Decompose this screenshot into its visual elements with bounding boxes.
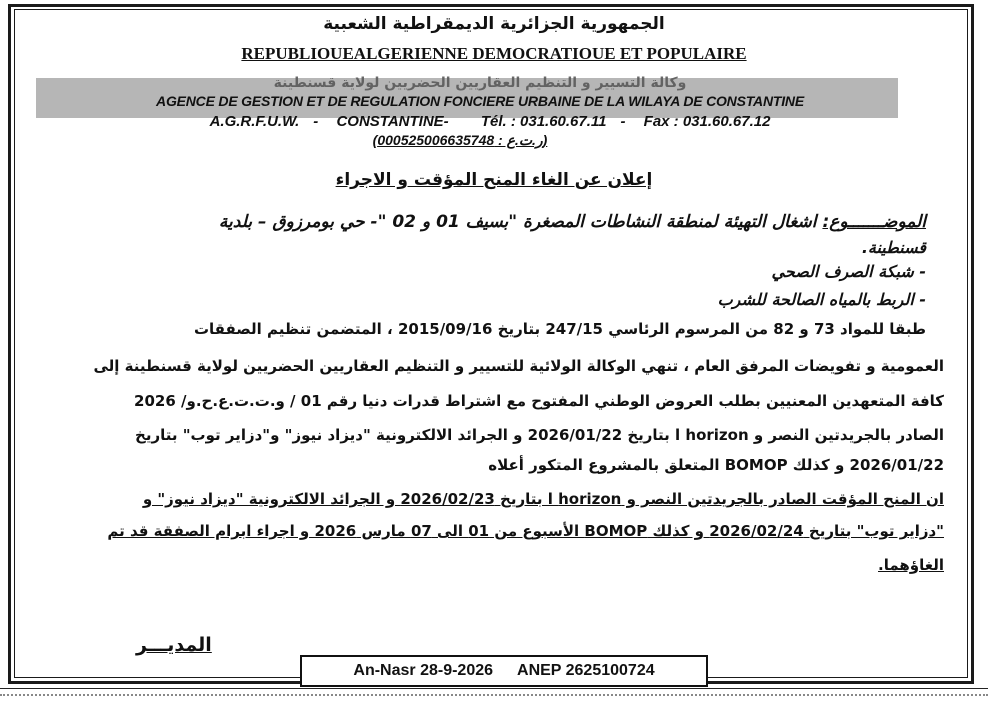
anep-reference: ANEP 2625100724 <box>517 662 655 679</box>
object-line <box>219 212 926 232</box>
body-paragraph-line: كافة المتعهدين المعنيين بطلب العروض الوطني المفتوح مع اشتراط قدرات دنيا رقم 01 / و.ت.ت.ع.ح.و/ 2026 <box>134 392 944 410</box>
object-text: اشغال التهيئة لمنطقة النشاطات المصغرة "بسيف 01 و 02 "- حي بومرزوق – بلدية <box>218 212 817 232</box>
agency-contact-line: A.G.R.F.U.W. - CONSTANTINE- Tél. : 031.60.67.11 - Fax : 031.60.67.12 <box>209 113 771 130</box>
publication-footer <box>300 655 708 687</box>
body-paragraph-line: الصادر بالجريدتين النصر و horizon ا بتاريخ 2026/01/22 و الجرائد الالكترونية "ديزاد نيوز" و"دزاير توب" بتاريخ <box>135 426 944 444</box>
body-paragraph-line: العمومية و تفويضات المرفق العام ، تنهي الوكالة الولائية للتسيير و التنظيم العقاريين الحضريين لولاية قسنطينة إلى <box>93 357 944 375</box>
object-item-sewage: - شبكة الصرف الصحي <box>771 262 926 281</box>
bottom-rule <box>0 688 988 689</box>
body-paragraph-line: طبقا للمواد 73 و 82 من المرسوم الرئاسي 247/15 بتاريخ 2015/09/16 ، المتضمن تنظيم الصفقات <box>193 320 926 338</box>
french-agency-name: AGENCE DE GESTION ET DE REGULATION FONCIERE URBAINE DE LA WILAYA DE CONSTANTINE <box>156 93 804 109</box>
agency-registration: (ر.ت.ع : 000525006635748) <box>372 132 548 148</box>
agency-fax: Fax : 031.60.67.12 <box>643 113 771 130</box>
agency-city: CONSTANTINE- <box>336 113 449 130</box>
dotted-cut-line <box>0 694 988 702</box>
french-republic-heading: REPUBLIOUEALGERIENNE DEMOCRATIOUE ET POPULAIRE <box>241 44 747 63</box>
newspaper-reference: An-Nasr 28-9-2026 <box>353 662 494 679</box>
object-label: الموضـــــــوع: <box>822 212 926 232</box>
body-paragraph-line: 2026/01/22 و كذلك BOMOP المتعلق بالمشروع المتكور أعلاه <box>488 456 944 474</box>
cancellation-line: "دزاير توب" بتاريخ 2026/02/24 و كذلك BOMOP الأسبوع من 01 الى 07 مارس 2026 و اجراء ابرام الصفقة قد تم <box>107 522 944 540</box>
director-signature: المديـــر <box>136 634 212 656</box>
notice-title: إعلان عن الغاء المنح المؤقت و الاجراء <box>335 170 653 190</box>
agency-acronym: A.G.R.F.U.W. <box>209 113 300 130</box>
arabic-agency-name: وكالة التسيير و التنظيم العقاريين الحضريين لولاية قسنطينة <box>273 75 687 91</box>
cancellation-line: ان المنح المؤقت الصادر بالجريدتين النصر و horizon ا بتاريخ 2026/02/23 و الجرائد الالكترونية "ديزاد نيوز" و <box>142 490 944 508</box>
agency-tel: Tél. : 031.60.67.11 <box>480 113 607 130</box>
object-item-water: - الربط بالمياه الصالحة للشرب <box>717 290 926 309</box>
object-continuation: قسنطينة. <box>861 238 926 257</box>
cancellation-line: الغاؤهما. <box>878 556 944 574</box>
arabic-republic-heading: الجمهورية الجزائرية الديمقراطية الشعبية <box>323 14 665 34</box>
